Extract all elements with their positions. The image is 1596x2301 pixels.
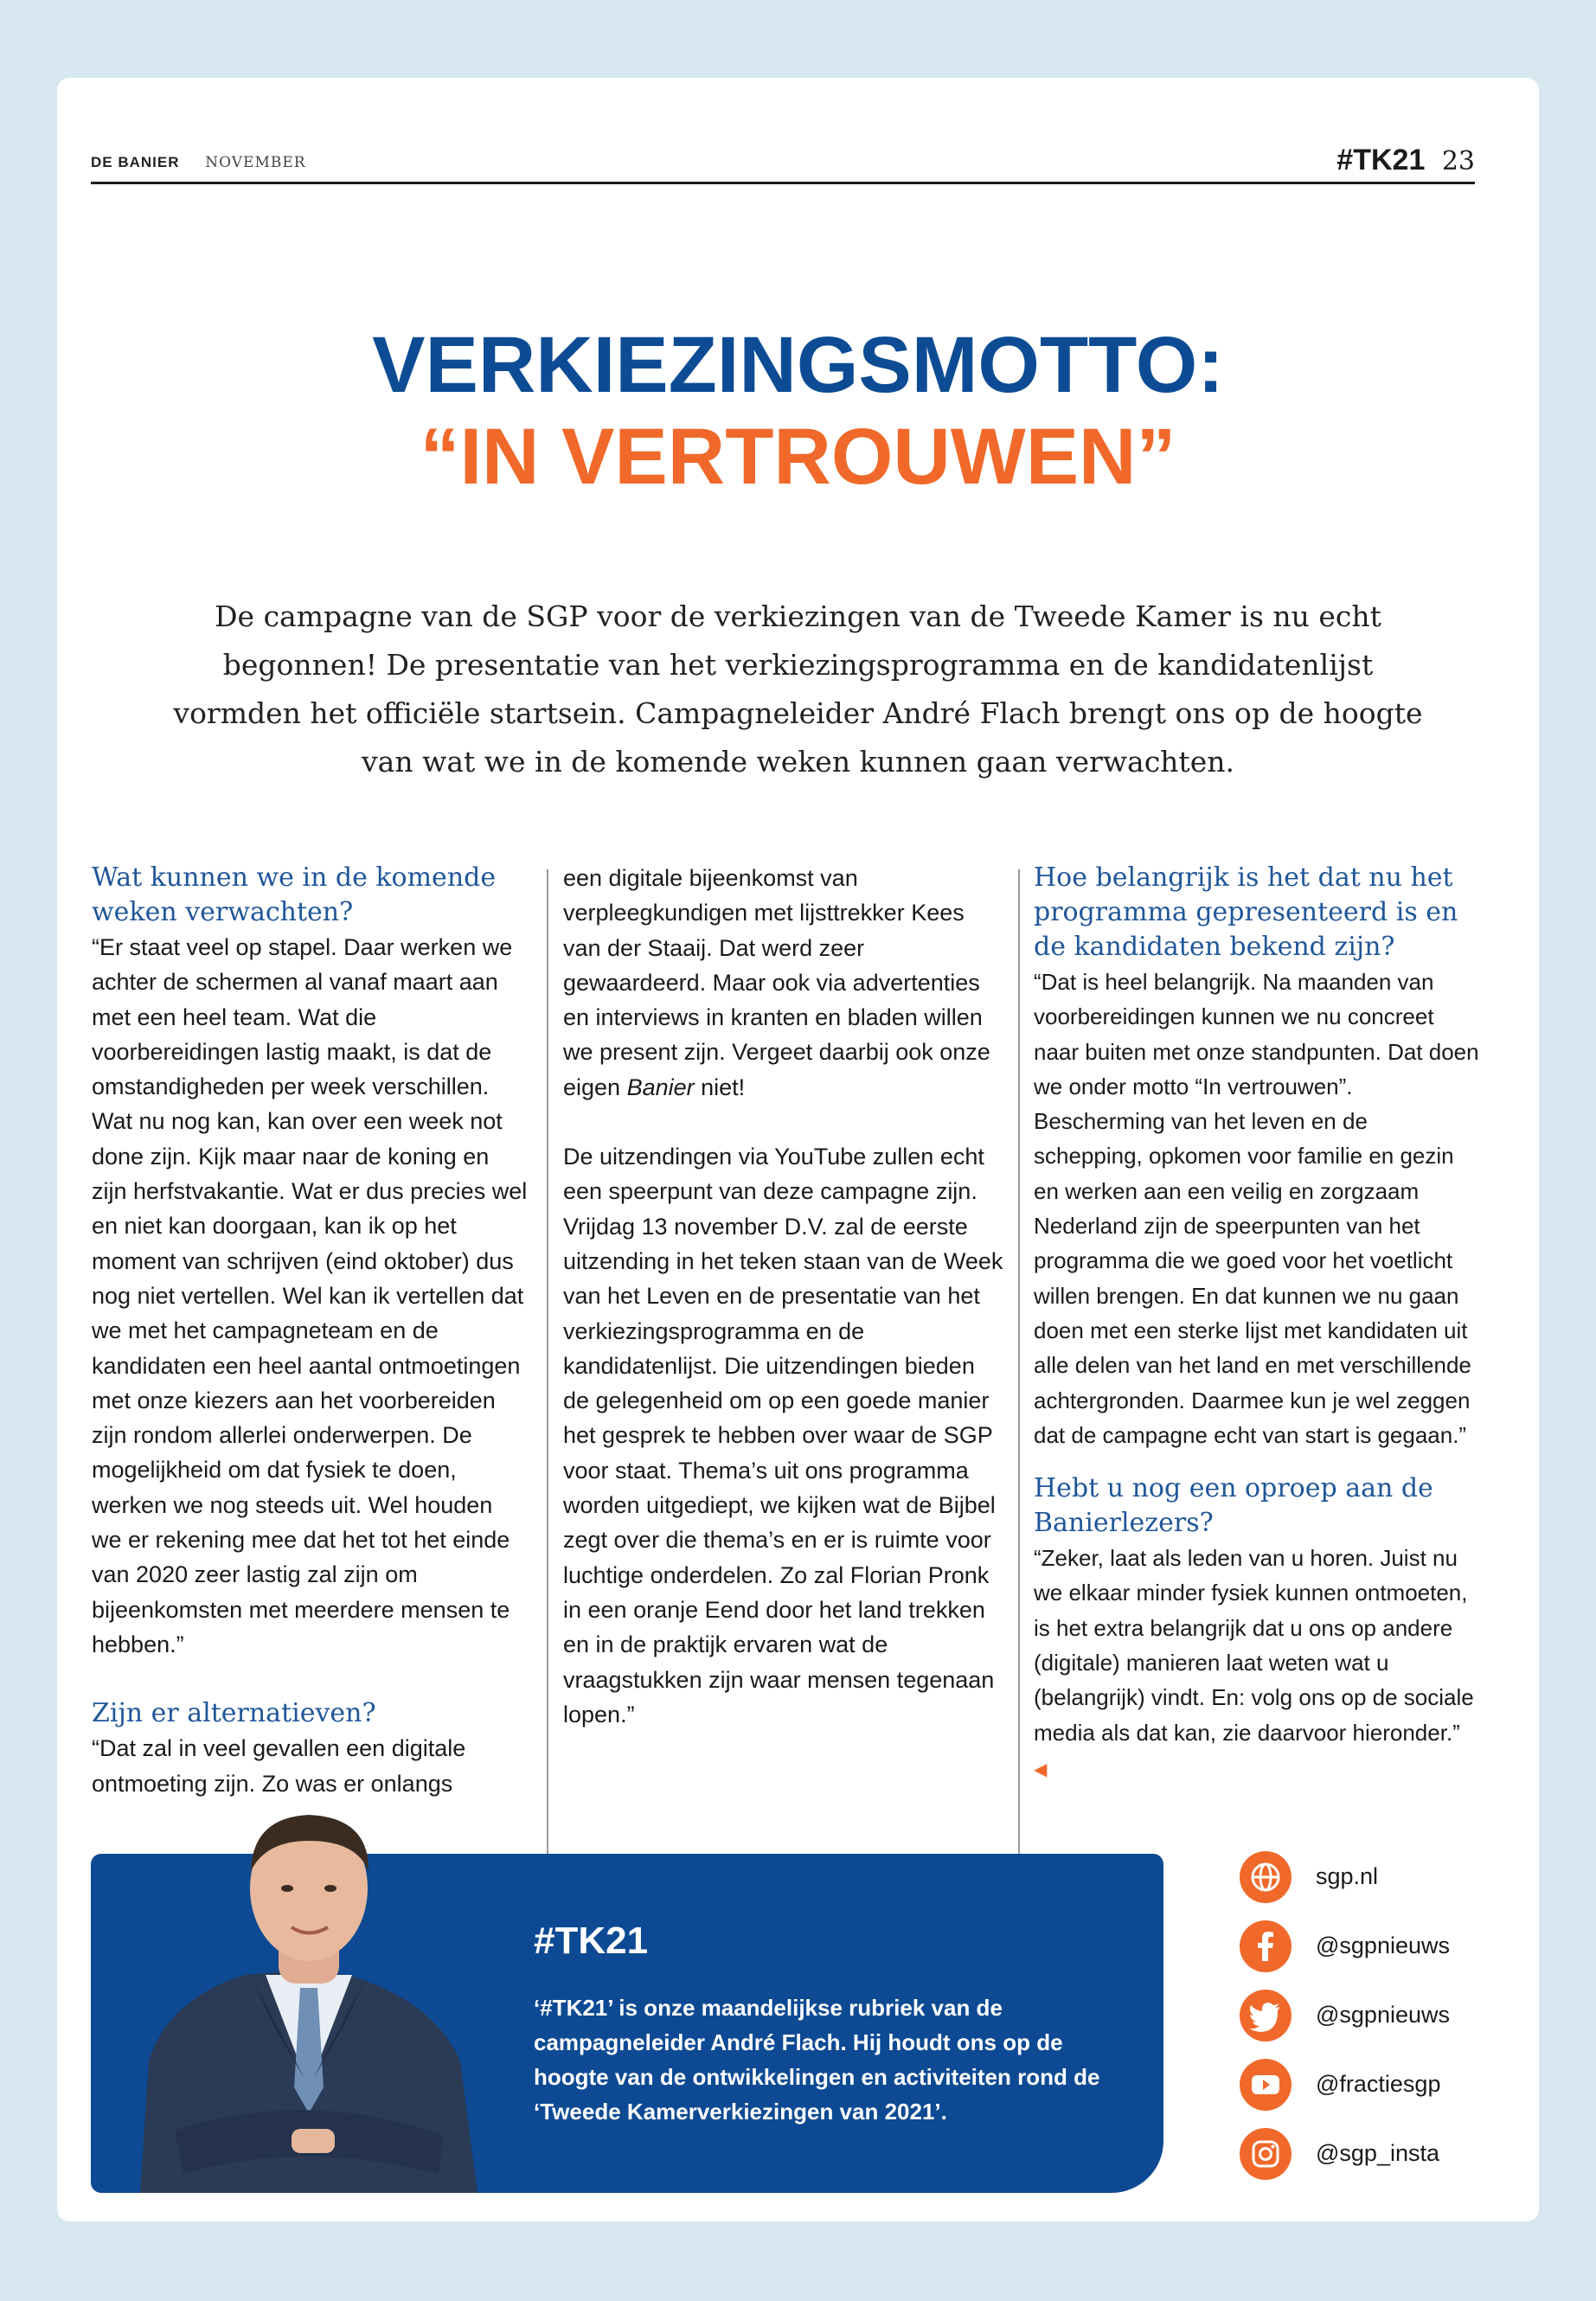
social-label: @fractiesgp: [1316, 2071, 1441, 2097]
social-label: @sgpnieuws: [1316, 1932, 1450, 1958]
question-heading: Wat kunnen we in de komende weken verwachten?: [92, 862, 497, 927]
twitter-icon: [1240, 1990, 1292, 2041]
text-run: niet!: [694, 1074, 746, 1100]
social-link-instagram[interactable]: [1240, 2128, 1499, 2180]
portrait-photo: [123, 1802, 495, 2193]
page-header: [91, 144, 1475, 184]
end-mark-icon: ◀: [1034, 1759, 1048, 1779]
answer-paragraph: [1034, 1541, 1479, 1787]
banner-title: #TK21: [534, 1920, 649, 1962]
social-label: sgp.nl: [1316, 1863, 1379, 1889]
question-heading: Hebt u nog een oproep aan de Banierlezers?: [1034, 1473, 1433, 1539]
answer-paragraph: [563, 861, 1004, 1105]
instagram-icon: [1240, 2128, 1292, 2180]
text-run: “Zeker, laat als leden van u horen. Juist nu we elkaar minder fysiek kunnen ontmoeten, is het extra belangrijk dat u ons op andere (digitale) manieren laat weten wat u (belangrijk) vindt. En: volg ons op de sociale media als dat kan, zie daarvoor hieronder.”: [1034, 1545, 1474, 1746]
magazine-page: [57, 78, 1539, 2221]
social-link-twitter[interactable]: [1240, 1990, 1499, 2041]
article-title: [57, 320, 1539, 503]
column-divider: [547, 869, 548, 1856]
answer-paragraph: “Er staat veel op stapel. Daar werken we achter de schermen al vanaf maart aan met een heel team. Wat die voorbereidingen lastig maakt, is dat de omstandigheden per week verschillen. Wat nu nog kan, kan over een week not done zijn. Kijk maar naar de koning en zijn herfstvakantie. Wat er dus precies wel en niet kan doorgaan, kan ik op het moment van schrijven (eind oktober) dus nog niet vertellen. Wel kan ik vertellen dat we met het campagneteam en de kandidaten een heel aantal ontmoetingen met onze kiezers aan het voorbereiden zijn rondom allerlei onderwerpen. De mogelijkheid om dat fysiek te doen, werken we nog steeds uit. Wel houden we er rekening mee dat het tot het einde van 2020 zeer lastig zal zijn om bijeenkomsten met meerdere mensen te hebben.”: [92, 934, 528, 1657]
facebook-icon: [1240, 1920, 1292, 1972]
title-line-1: VERKIEZINGSMOTTO:: [372, 321, 1224, 409]
column-3: [1034, 861, 1479, 1787]
social-link-website[interactable]: [1240, 1851, 1499, 1903]
article-intro: De campagne van de SGP voor de verkiezingen van de Tweede Kamer is nu echt begonnen! De presentatie van het verkiezingsprogramma en de kandidatenlijst vormden het officiële startsein. Campagneleider André Flach brengt ons op de hoogte van wat we in de komende weken kunnen gaan verwachten.: [173, 599, 1423, 779]
column-1: [92, 861, 529, 1801]
answer-paragraph: [1034, 965, 1479, 1452]
text-run: een digitale bijeenkomst van verpleegkundigen met lijsttrekker Kees van der Staaij. Dat werd zeer gewaardeerd. Maar ook via advertenties en interviews in kranten en bladen willen we present zijn. Vergeet daarbij ook onze eigen: [563, 865, 990, 1100]
header-left: [91, 154, 306, 171]
title-line-2: “IN VERTROUWEN”: [420, 412, 1176, 501]
social-link-youtube[interactable]: [1240, 2059, 1499, 2111]
text-run: “Dat is heel belangrijk. Na maanden van voorbereidingen kunnen we nu concreet naar buiten met onze standpunten. Dat doen we onder motto “In vertrouwen”. Bescherming van het leven en de schepping, opkomen voor familie en gezin en werken aan een veilig en zorgzaam Nederland zijn de speerpunten van het programma die we goed voor het voetlicht willen brengen. En dat kunnen we nu gaan doen met een sterke lijst met kandidaten uit alle delen van het land en met verschillende achtergronden. Daarmee kun je wel zeggen dat de campagne echt van start is gegaan.”: [1034, 969, 1479, 1448]
section-tag: #TK21: [1336, 144, 1426, 176]
social-label: @sgpnieuws: [1316, 2002, 1450, 2028]
publication-name: DE BANIER: [91, 154, 180, 170]
answer-paragraph: “Dat zal in veel gevallen een digitale ontmoeting zijn. Zo was er onlangs: [92, 1735, 466, 1797]
globe-icon: [1240, 1851, 1292, 1903]
column-divider: [1018, 869, 1020, 1856]
banner-text: ‘#TK21’ is onze maandelijkse rubriek van de campagneleider André Flach. Hij houdt ons op de hoogte van de ontwikkelingen en activiteiten rond de ‘Tweede Kamerverkiezingen van 2021’.: [534, 1995, 1100, 2125]
column-2: [563, 861, 1004, 1732]
italic-text: Banier: [626, 1074, 695, 1100]
answer-paragraph: De uitzendingen via YouTube zullen echt een speerpunt van deze campagne zijn. Vrijdag 13 november D.V. zal de eerste uitzending in het teken staan van de Week van het Leven en de presentatie van het verkiezingsprogramma en de kandidatenlijst. Die uitzendingen bieden de gelegenheid om op een goede manier het gesprek te hebben over waar de SGP voor staat. Thema’s uit ons programma worden uitgediept, we kijken wat de Bijbel zegt over die thema’s en er is ruimte voor luchtige onderdelen. Zo zal Florian Pronk in een oranje Eend door het land trekken en in de praktijk ervaren wat de vraagstukken zijn waar mensen tegenaan lopen.”: [563, 1144, 1003, 1727]
issue-month: NOVEMBER: [205, 154, 306, 171]
page-number: 23: [1441, 146, 1475, 176]
youtube-icon: [1240, 2059, 1292, 2111]
question-heading: Hoe belangrijk is het dat nu het programma gepresenteerd is en de kandidaten bekend zijn?: [1034, 862, 1458, 962]
question-heading: Zijn er alternatieven?: [92, 1698, 376, 1729]
social-label: @sgp_insta: [1316, 2140, 1439, 2166]
social-link-facebook[interactable]: [1240, 1920, 1499, 1972]
header-right: [1336, 144, 1475, 177]
